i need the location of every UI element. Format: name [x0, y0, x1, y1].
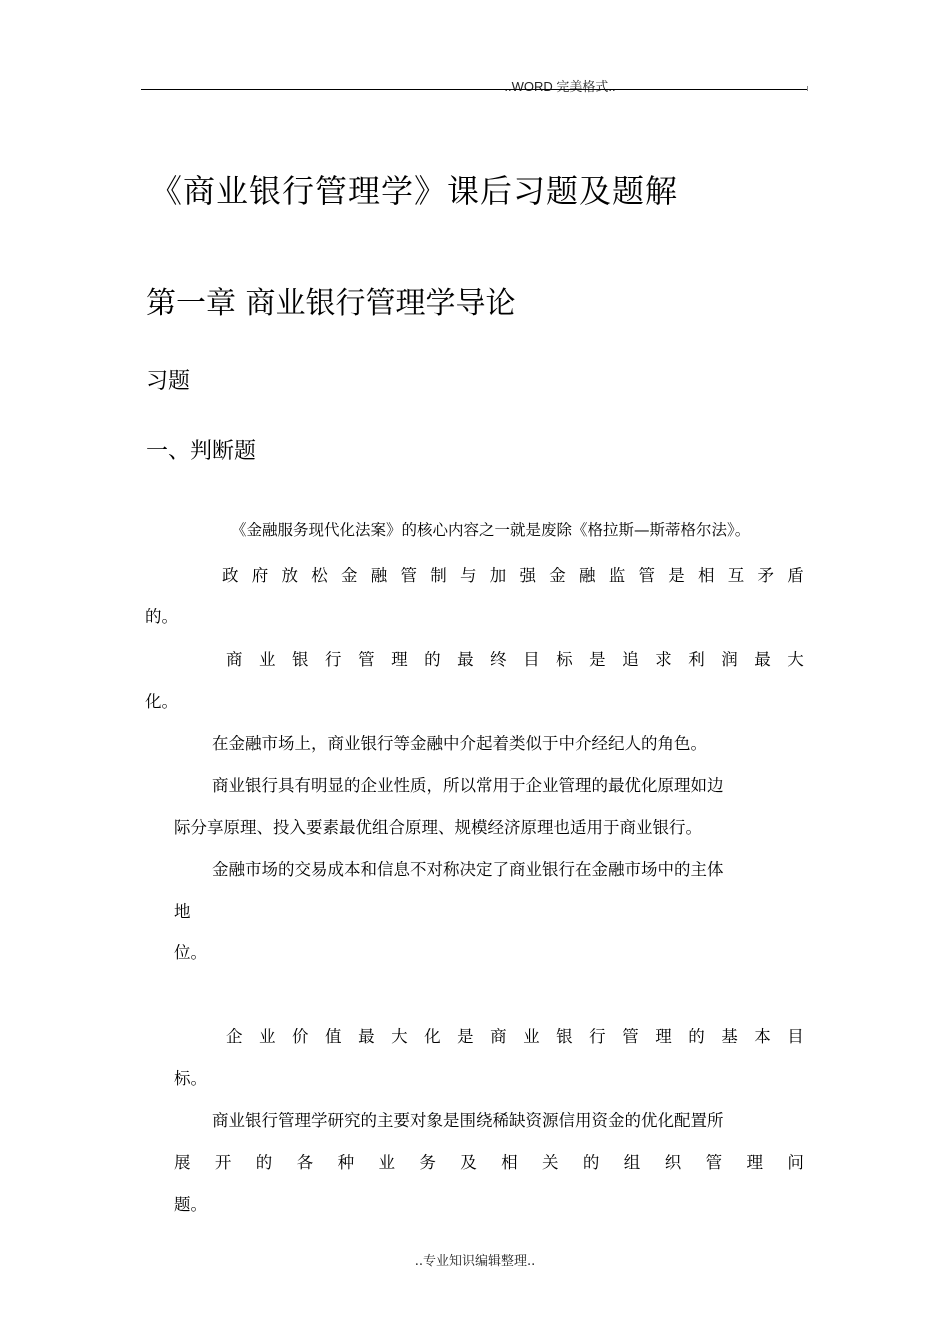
document-title: 《商业银行管理学》课后习题及题解 [150, 172, 679, 210]
justified-char: 融 [370, 566, 388, 585]
justified-char: 的 [255, 1153, 273, 1172]
justified-char: 行 [325, 650, 342, 669]
justified-char: 政 [222, 566, 239, 585]
justified-char: 润 [721, 650, 738, 669]
justified-char: 金 [341, 566, 358, 585]
question-8-line-3: 题。 [174, 1195, 207, 1214]
justified-char: 价 [292, 1027, 309, 1046]
justified-char: 业 [259, 650, 276, 669]
justified-char: 业 [378, 1153, 395, 1172]
justified-char: 行 [589, 1027, 606, 1046]
justified-char: 管 [400, 566, 417, 585]
header-rule [141, 89, 808, 90]
justified-char: 及 [460, 1153, 477, 1172]
question-6-line-3: 位。 [174, 943, 207, 962]
justified-char: 加 [489, 566, 507, 585]
justified-char: 本 [754, 1027, 771, 1046]
justified-char: 商 [226, 650, 243, 669]
subsection-heading: 一、判断题 [146, 439, 257, 464]
chapter-heading: 第一章 商业银行管理学导论 [146, 286, 516, 321]
justified-char: 的 [424, 650, 441, 669]
justified-char: 是 [668, 566, 685, 585]
justified-char: 化 [424, 1027, 441, 1046]
justified-char: 标 [556, 650, 573, 669]
justified-char: 松 [311, 566, 328, 585]
justified-char: 理 [746, 1153, 763, 1172]
justified-char: 监 [608, 566, 626, 585]
justified-char: 最 [358, 1027, 375, 1046]
justified-char: 强 [519, 566, 536, 585]
justified-char: 展 [174, 1153, 191, 1172]
question-7-line-1 [226, 1023, 804, 1047]
justified-char: 求 [655, 650, 672, 669]
page-footer: ..专业知识编辑整理.. [414, 1254, 536, 1269]
justified-char: 商 [490, 1027, 507, 1046]
justified-char: 管 [358, 650, 375, 669]
justified-char: 开 [214, 1153, 232, 1172]
justified-char: 融 [579, 566, 596, 585]
justified-char: 织 [664, 1153, 682, 1172]
justified-char: 的 [582, 1153, 600, 1172]
question-4: 在金融市场上，商业银行等金融中介起着类似于中介经纪人的角色。 [212, 734, 707, 753]
question-2-line-2: 的。 [145, 607, 178, 626]
justified-char: 盾 [787, 566, 804, 585]
justified-char: 最 [457, 650, 474, 669]
justified-char: 管 [705, 1153, 723, 1172]
justified-char: 目 [787, 1027, 804, 1046]
justified-char: 组 [623, 1153, 641, 1172]
question-8-line-1: 商业银行管理学研究的主要对象是围绕稀缺资源信用资金的优化配置所 [212, 1111, 724, 1130]
question-7-line-2: 标。 [174, 1069, 207, 1088]
justified-char: 理 [391, 650, 408, 669]
justified-char: 务 [419, 1153, 436, 1172]
question-1: 《金融服务现代化法案》的核心内容之一就是废除《格拉斯—斯蒂格尔法》。 [231, 521, 751, 539]
justified-char: 的 [688, 1027, 705, 1046]
justified-char: 互 [727, 566, 745, 585]
justified-char: 业 [259, 1027, 276, 1046]
justified-char: 大 [391, 1027, 408, 1046]
justified-char: 相 [698, 566, 715, 585]
justified-char: 管 [622, 1027, 639, 1046]
justified-char: 管 [638, 566, 655, 585]
justified-char: 问 [787, 1153, 804, 1172]
question-3-line-2: 化。 [145, 692, 178, 711]
question-2-line-1 [222, 562, 804, 586]
justified-char: 相 [501, 1153, 518, 1172]
justified-char: 关 [542, 1153, 559, 1172]
justified-char: 业 [523, 1027, 540, 1046]
justified-char: 各 [296, 1153, 314, 1172]
justified-char: 府 [251, 566, 269, 585]
justified-char: 值 [325, 1027, 342, 1046]
justified-char: 银 [292, 650, 309, 669]
justified-char: 基 [721, 1027, 738, 1046]
question-5-line-1: 商业银行具有明显的企业性质，所以常用于企业管理的最优化原理如边 [212, 776, 724, 795]
justified-char: 制 [430, 566, 447, 585]
justified-char: 大 [787, 650, 804, 669]
page-header: ..WORD 完美格式.. [504, 79, 616, 94]
question-3-line-1 [226, 646, 804, 670]
justified-char: 种 [337, 1153, 355, 1172]
question-6-line-1: 金融市场的交易成本和信息不对称决定了商业银行在金融市场中的主体 [212, 860, 724, 879]
justified-char: 是 [589, 650, 606, 669]
justified-char: 与 [460, 566, 477, 585]
question-5-line-2: 际分享原理、投入要素最优组合原理、规模经济原理也适用于商业银行。 [174, 818, 702, 837]
justified-char: 理 [655, 1027, 672, 1046]
justified-char: 企 [226, 1027, 243, 1046]
justified-char: 最 [754, 650, 771, 669]
section-heading: 习题 [146, 369, 191, 394]
question-6-line-2: 地 [174, 902, 191, 921]
justified-char: 金 [549, 566, 566, 585]
header-rule-tick [807, 86, 808, 91]
justified-char: 放 [281, 566, 298, 585]
justified-char: 利 [688, 650, 705, 669]
justified-char: 是 [457, 1027, 474, 1046]
question-8-line-2 [174, 1149, 804, 1173]
justified-char: 目 [523, 650, 540, 669]
justified-char: 追 [622, 650, 639, 669]
justified-char: 终 [490, 650, 507, 669]
justified-char: 矛 [757, 566, 774, 585]
justified-char: 银 [556, 1027, 573, 1046]
